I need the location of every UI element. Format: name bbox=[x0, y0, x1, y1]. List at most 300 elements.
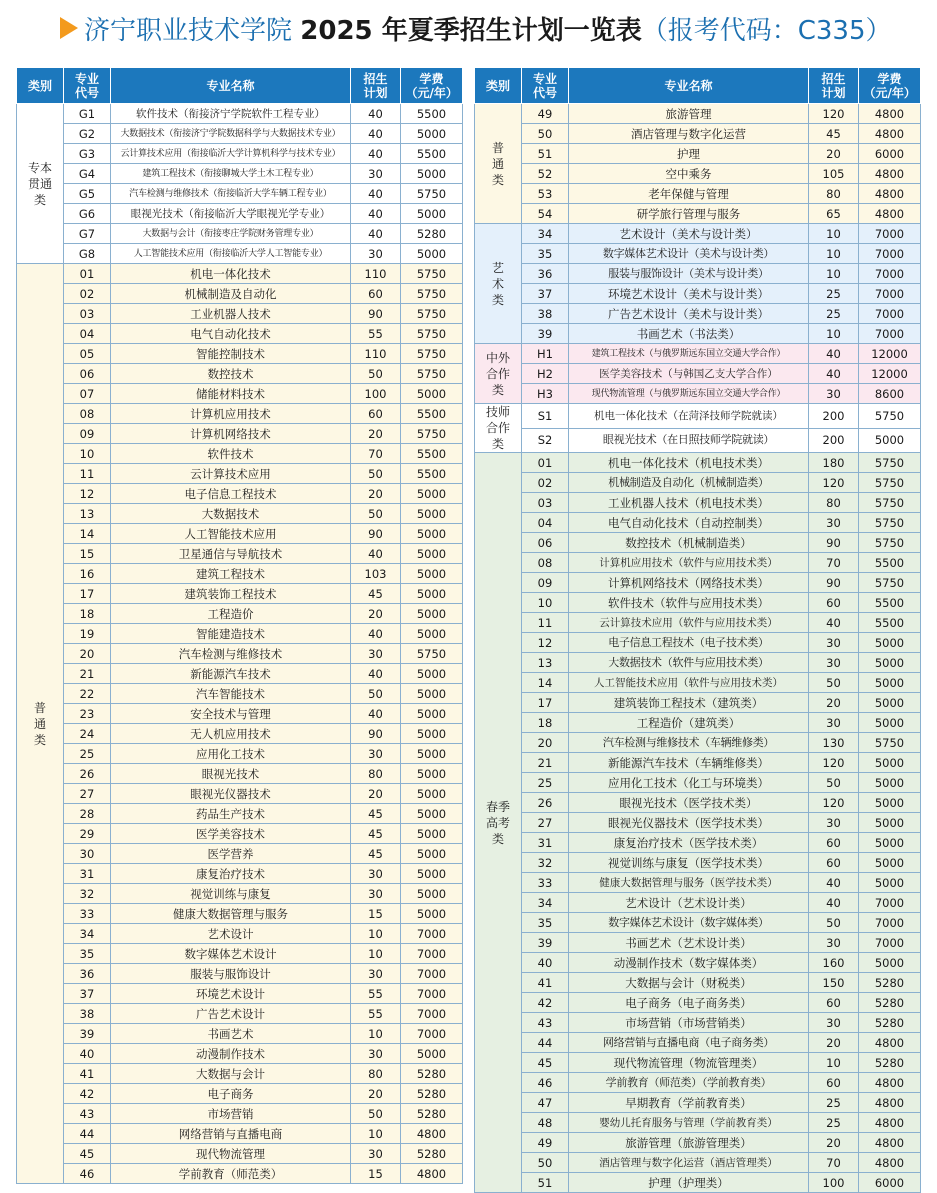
name-cell: 现代物流管理（物流管理类） bbox=[569, 1053, 809, 1073]
table-row bbox=[17, 744, 463, 764]
name-cell: 电子商务（电子商务类） bbox=[569, 993, 809, 1013]
col-fee: 学费（元/年） bbox=[859, 68, 921, 104]
quota-cell: 60 bbox=[809, 593, 859, 613]
fee-cell: 5280 bbox=[401, 1064, 463, 1084]
name-cell: 人工智能技术应用（软件与应用技术类） bbox=[569, 673, 809, 693]
code-cell: 35 bbox=[64, 944, 111, 964]
table-row bbox=[17, 584, 463, 604]
code-cell: 11 bbox=[522, 613, 569, 633]
code-cell: 46 bbox=[64, 1164, 111, 1184]
fee-cell: 5000 bbox=[401, 124, 463, 144]
fee-cell: 5000 bbox=[401, 784, 463, 804]
name-cell: 医学美容技术（与韩国乙支大学合作） bbox=[569, 364, 809, 384]
name-cell: 艺术设计 bbox=[111, 924, 351, 944]
fee-cell: 5280 bbox=[401, 1084, 463, 1104]
code-cell: 11 bbox=[64, 464, 111, 484]
name-cell: 网络营销与直播电商（电子商务类） bbox=[569, 1033, 809, 1053]
table-row bbox=[17, 824, 463, 844]
fee-cell: 5000 bbox=[401, 664, 463, 684]
code-cell: G8 bbox=[64, 244, 111, 264]
name-cell: 人工智能技术应用 bbox=[111, 524, 351, 544]
quota-cell: 80 bbox=[809, 493, 859, 513]
quota-cell: 180 bbox=[809, 453, 859, 473]
code-cell: 45 bbox=[64, 1144, 111, 1164]
quota-cell: 60 bbox=[809, 853, 859, 873]
name-cell: 卫星通信与导航技术 bbox=[111, 544, 351, 564]
code-cell: H3 bbox=[522, 384, 569, 404]
name-cell: 数字媒体艺术设计（数字媒体类） bbox=[569, 913, 809, 933]
table-row bbox=[17, 704, 463, 724]
table-row bbox=[475, 853, 921, 873]
name-cell: 建筑工程技术（衔接聊城大学土木工程专业） bbox=[111, 164, 351, 184]
name-cell: 眼视光仪器技术（医学技术类） bbox=[569, 813, 809, 833]
code-cell: 43 bbox=[522, 1013, 569, 1033]
code-cell: 10 bbox=[64, 444, 111, 464]
table-row bbox=[17, 864, 463, 884]
table-row bbox=[17, 384, 463, 404]
table-row bbox=[475, 893, 921, 913]
page-title bbox=[84, 10, 892, 47]
table-row bbox=[17, 224, 463, 244]
quota-cell: 40 bbox=[351, 184, 401, 204]
name-cell: 电气自动化技术 bbox=[111, 324, 351, 344]
quota-cell: 110 bbox=[351, 264, 401, 284]
fee-cell: 7000 bbox=[401, 924, 463, 944]
table-row bbox=[17, 104, 463, 124]
fee-cell: 5000 bbox=[401, 764, 463, 784]
quota-cell: 10 bbox=[809, 244, 859, 264]
fee-cell: 4800 bbox=[859, 124, 921, 144]
name-cell: 广告艺术设计（美术与设计类） bbox=[569, 304, 809, 324]
name-cell: 机电一体化技术（在菏泽技师学院就读） bbox=[569, 404, 809, 429]
table-row bbox=[475, 1153, 921, 1173]
code-cell: S2 bbox=[522, 428, 569, 453]
name-cell: 服装与服饰设计 bbox=[111, 964, 351, 984]
code-cell: 22 bbox=[64, 684, 111, 704]
fee-cell: 5000 bbox=[401, 684, 463, 704]
name-cell: 数控技术 bbox=[111, 364, 351, 384]
quota-cell: 40 bbox=[351, 124, 401, 144]
table-row bbox=[17, 724, 463, 744]
name-cell: 大数据与会计（财税类） bbox=[569, 973, 809, 993]
fee-cell: 7000 bbox=[859, 933, 921, 953]
name-cell: 电子商务 bbox=[111, 1084, 351, 1104]
quota-cell: 20 bbox=[351, 1084, 401, 1104]
fee-cell: 7000 bbox=[859, 324, 921, 344]
name-cell: 数字媒体艺术设计 bbox=[111, 944, 351, 964]
name-cell: 数字媒体艺术设计（美术与设计类） bbox=[569, 244, 809, 264]
table-row bbox=[475, 593, 921, 613]
name-cell: 大数据与会计 bbox=[111, 1064, 351, 1084]
fee-cell: 5500 bbox=[401, 404, 463, 424]
name-cell: 储能材料技术 bbox=[111, 384, 351, 404]
quota-cell: 45 bbox=[809, 124, 859, 144]
quota-cell: 10 bbox=[351, 924, 401, 944]
fee-cell: 4800 bbox=[859, 204, 921, 224]
code-cell: 27 bbox=[522, 813, 569, 833]
fee-cell: 5000 bbox=[401, 544, 463, 564]
quota-cell: 30 bbox=[809, 713, 859, 733]
fee-cell: 5750 bbox=[401, 344, 463, 364]
table-row bbox=[17, 504, 463, 524]
fee-cell: 7000 bbox=[401, 1024, 463, 1044]
right-plan-table bbox=[474, 67, 921, 1193]
code-cell: 42 bbox=[64, 1084, 111, 1104]
table-row bbox=[475, 453, 921, 473]
quota-cell: 30 bbox=[809, 633, 859, 653]
code-cell: 41 bbox=[64, 1064, 111, 1084]
quota-cell: 200 bbox=[809, 428, 859, 453]
quota-cell: 30 bbox=[351, 964, 401, 984]
name-cell: 大数据技术 bbox=[111, 504, 351, 524]
col-code: 专业代号 bbox=[522, 68, 569, 104]
code-cell: 36 bbox=[522, 264, 569, 284]
quota-cell: 150 bbox=[809, 973, 859, 993]
table-row bbox=[475, 813, 921, 833]
col-quota: 招生计划 bbox=[809, 68, 859, 104]
quota-cell: 30 bbox=[351, 1144, 401, 1164]
code-cell: 04 bbox=[64, 324, 111, 344]
code-cell: 26 bbox=[522, 793, 569, 813]
name-cell: 电子信息工程技术（电子技术类） bbox=[569, 633, 809, 653]
fee-cell: 5280 bbox=[859, 973, 921, 993]
quota-cell: 45 bbox=[351, 804, 401, 824]
code-cell: G5 bbox=[64, 184, 111, 204]
quota-cell: 40 bbox=[351, 664, 401, 684]
fee-cell: 6000 bbox=[859, 1173, 921, 1193]
col-name: 专业名称 bbox=[569, 68, 809, 104]
name-cell: 人工智能技术应用（衔接临沂大学人工智能专业） bbox=[111, 244, 351, 264]
fee-cell: 5000 bbox=[859, 753, 921, 773]
quota-cell: 55 bbox=[351, 324, 401, 344]
code-cell: 08 bbox=[522, 553, 569, 573]
name-cell: 机械制造及自动化 bbox=[111, 284, 351, 304]
fee-cell: 5000 bbox=[401, 164, 463, 184]
name-cell: 旅游管理（旅游管理类） bbox=[569, 1133, 809, 1153]
fee-cell: 5000 bbox=[401, 504, 463, 524]
name-cell: 药品生产技术 bbox=[111, 804, 351, 824]
name-cell: 工程造价（建筑类） bbox=[569, 713, 809, 733]
quota-cell: 80 bbox=[351, 764, 401, 784]
quota-cell: 50 bbox=[809, 773, 859, 793]
col-category: 类别 bbox=[17, 68, 64, 104]
fee-cell: 5000 bbox=[401, 384, 463, 404]
code-cell: 17 bbox=[64, 584, 111, 604]
fee-cell: 7000 bbox=[859, 244, 921, 264]
fee-cell: 5000 bbox=[401, 844, 463, 864]
name-cell: 医学美容技术 bbox=[111, 824, 351, 844]
table-row bbox=[17, 1004, 463, 1024]
quota-cell: 10 bbox=[809, 1053, 859, 1073]
table-row bbox=[475, 773, 921, 793]
table-row bbox=[475, 1033, 921, 1053]
name-cell: 云计算技术应用 bbox=[111, 464, 351, 484]
fee-cell: 5500 bbox=[401, 444, 463, 464]
table-row bbox=[475, 733, 921, 753]
name-cell: 无人机应用技术 bbox=[111, 724, 351, 744]
title-school: 济宁职业技术学院 bbox=[84, 15, 293, 46]
category-cell: 中外合作类 bbox=[475, 344, 522, 404]
name-cell: 建筑装饰工程技术（建筑类） bbox=[569, 693, 809, 713]
table-row bbox=[17, 804, 463, 824]
table-row bbox=[475, 993, 921, 1013]
code-cell: 21 bbox=[522, 753, 569, 773]
table-row bbox=[475, 104, 921, 124]
fee-cell: 5500 bbox=[401, 464, 463, 484]
quota-cell: 200 bbox=[809, 404, 859, 429]
fee-cell: 5750 bbox=[401, 364, 463, 384]
name-cell: 数控技术（机械制造类） bbox=[569, 533, 809, 553]
col-fee: 学费（元/年） bbox=[401, 68, 463, 104]
name-cell: 环境艺术设计（美术与设计类） bbox=[569, 284, 809, 304]
category-cell: 普通类 bbox=[475, 104, 522, 224]
fee-cell: 5280 bbox=[401, 1104, 463, 1124]
fee-cell: 5500 bbox=[401, 144, 463, 164]
fee-cell: 4800 bbox=[859, 1133, 921, 1153]
name-cell: 眼视光技术 bbox=[111, 764, 351, 784]
title-year-block bbox=[300, 16, 641, 46]
table-row bbox=[475, 324, 921, 344]
code-cell: 49 bbox=[522, 1133, 569, 1153]
table-row bbox=[475, 913, 921, 933]
name-cell: 护理（护理类） bbox=[569, 1173, 809, 1193]
fee-cell: 7000 bbox=[401, 984, 463, 1004]
quota-cell: 40 bbox=[351, 704, 401, 724]
table-row bbox=[475, 284, 921, 304]
quota-cell: 70 bbox=[809, 553, 859, 573]
table-row bbox=[17, 884, 463, 904]
name-cell: 视觉训练与康复 bbox=[111, 884, 351, 904]
code-cell: 34 bbox=[522, 893, 569, 913]
fee-cell: 4800 bbox=[859, 184, 921, 204]
code-cell: 13 bbox=[522, 653, 569, 673]
col-category: 类别 bbox=[475, 68, 522, 104]
category-cell: 艺术类 bbox=[475, 224, 522, 344]
code-cell: S1 bbox=[522, 404, 569, 429]
code-cell: 01 bbox=[522, 453, 569, 473]
fee-cell: 5000 bbox=[859, 833, 921, 853]
name-cell: 应用化工技术（化工与环境类） bbox=[569, 773, 809, 793]
table-row bbox=[475, 124, 921, 144]
category-cell: 春季高考类 bbox=[475, 453, 522, 1193]
fee-cell: 5000 bbox=[401, 824, 463, 844]
table-row bbox=[17, 984, 463, 1004]
quota-cell: 20 bbox=[809, 1133, 859, 1153]
fee-cell: 7000 bbox=[401, 944, 463, 964]
name-cell: 研学旅行管理与服务 bbox=[569, 204, 809, 224]
code-cell: 50 bbox=[522, 1153, 569, 1173]
fee-cell: 5000 bbox=[401, 524, 463, 544]
quota-cell: 30 bbox=[809, 513, 859, 533]
quota-cell: 20 bbox=[351, 484, 401, 504]
col-code: 专业代号 bbox=[64, 68, 111, 104]
quota-cell: 40 bbox=[809, 893, 859, 913]
quota-cell: 15 bbox=[351, 904, 401, 924]
fee-cell: 7000 bbox=[859, 913, 921, 933]
code-cell: 43 bbox=[64, 1104, 111, 1124]
fee-cell: 5000 bbox=[401, 584, 463, 604]
quota-cell: 70 bbox=[351, 444, 401, 464]
name-cell: 汽车检测与维修技术 bbox=[111, 644, 351, 664]
table-row bbox=[475, 264, 921, 284]
quota-cell: 50 bbox=[351, 364, 401, 384]
quota-cell: 80 bbox=[351, 1064, 401, 1084]
name-cell: 汽车检测与维修技术（车辆维修类） bbox=[569, 733, 809, 753]
quota-cell: 160 bbox=[809, 953, 859, 973]
name-cell: 书画艺术 bbox=[111, 1024, 351, 1044]
table-row bbox=[17, 624, 463, 644]
code-cell: G6 bbox=[64, 204, 111, 224]
table-row bbox=[475, 513, 921, 533]
table-row bbox=[475, 573, 921, 593]
fee-cell: 5000 bbox=[401, 864, 463, 884]
table-row bbox=[475, 204, 921, 224]
code-cell: 39 bbox=[522, 324, 569, 344]
table-row bbox=[475, 493, 921, 513]
fee-cell: 12000 bbox=[859, 364, 921, 384]
name-cell: 现代物流管理（与俄罗斯远东国立交通大学合作） bbox=[569, 384, 809, 404]
code-cell: 26 bbox=[64, 764, 111, 784]
fee-cell: 5000 bbox=[859, 773, 921, 793]
table-row bbox=[17, 204, 463, 224]
table-row bbox=[17, 364, 463, 384]
code-cell: 12 bbox=[522, 633, 569, 653]
fee-cell: 5000 bbox=[859, 873, 921, 893]
quota-cell: 40 bbox=[351, 144, 401, 164]
name-cell: 早期教育（学前教育类） bbox=[569, 1093, 809, 1113]
fee-cell: 5750 bbox=[859, 573, 921, 593]
table-row bbox=[17, 924, 463, 944]
name-cell: 建筑工程技术（与俄罗斯远东国立交通大学合作） bbox=[569, 344, 809, 364]
quota-cell: 70 bbox=[809, 1153, 859, 1173]
quota-cell: 20 bbox=[809, 693, 859, 713]
fee-cell: 5750 bbox=[401, 324, 463, 344]
table-row bbox=[475, 533, 921, 553]
quota-cell: 25 bbox=[809, 284, 859, 304]
fee-cell: 5000 bbox=[401, 1044, 463, 1064]
code-cell: 50 bbox=[522, 124, 569, 144]
title-year: 2025 bbox=[300, 15, 373, 46]
table-row bbox=[475, 553, 921, 573]
quota-cell: 120 bbox=[809, 473, 859, 493]
name-cell: 旅游管理 bbox=[569, 104, 809, 124]
table-row bbox=[475, 833, 921, 853]
name-cell: 软件技术（软件与应用技术类） bbox=[569, 593, 809, 613]
table-row bbox=[475, 753, 921, 773]
table-row bbox=[475, 384, 921, 404]
code-cell: 48 bbox=[522, 1113, 569, 1133]
code-cell: G2 bbox=[64, 124, 111, 144]
table-row bbox=[475, 713, 921, 733]
code-cell: 44 bbox=[522, 1033, 569, 1053]
fee-cell: 7000 bbox=[859, 224, 921, 244]
fee-cell: 5500 bbox=[859, 553, 921, 573]
table-row bbox=[17, 284, 463, 304]
code-cell: 42 bbox=[522, 993, 569, 1013]
name-cell: 建筑工程技术 bbox=[111, 564, 351, 584]
code-cell: 15 bbox=[64, 544, 111, 564]
name-cell: 市场营销（市场营销类） bbox=[569, 1013, 809, 1033]
table-row bbox=[17, 564, 463, 584]
table-row bbox=[17, 684, 463, 704]
code-cell: 54 bbox=[522, 204, 569, 224]
name-cell: 计算机应用技术（软件与应用技术类） bbox=[569, 553, 809, 573]
quota-cell: 40 bbox=[351, 624, 401, 644]
fee-cell: 5280 bbox=[859, 993, 921, 1013]
fee-cell: 5750 bbox=[401, 264, 463, 284]
code-cell: 21 bbox=[64, 664, 111, 684]
table-row bbox=[17, 444, 463, 464]
code-cell: G1 bbox=[64, 104, 111, 124]
code-cell: 36 bbox=[64, 964, 111, 984]
name-cell: 云计算技术应用（软件与应用技术类） bbox=[569, 613, 809, 633]
code-cell: 39 bbox=[64, 1024, 111, 1044]
code-cell: 32 bbox=[64, 884, 111, 904]
fee-cell: 4800 bbox=[859, 1093, 921, 1113]
fee-cell: 5750 bbox=[401, 304, 463, 324]
fee-cell: 5000 bbox=[401, 244, 463, 264]
quota-cell: 80 bbox=[809, 184, 859, 204]
name-cell: 健康大数据管理与服务（医学技术类） bbox=[569, 873, 809, 893]
quota-cell: 30 bbox=[351, 884, 401, 904]
fee-cell: 5000 bbox=[859, 633, 921, 653]
quota-cell: 40 bbox=[351, 104, 401, 124]
table-row bbox=[17, 524, 463, 544]
fee-cell: 7000 bbox=[401, 1004, 463, 1024]
name-cell: 广告艺术设计 bbox=[111, 1004, 351, 1024]
table-row bbox=[475, 1133, 921, 1153]
table-row bbox=[17, 344, 463, 364]
code-cell: 52 bbox=[522, 164, 569, 184]
quota-cell: 30 bbox=[809, 813, 859, 833]
quota-cell: 120 bbox=[809, 793, 859, 813]
fee-cell: 5000 bbox=[859, 673, 921, 693]
col-quota: 招生计划 bbox=[351, 68, 401, 104]
code-cell: 10 bbox=[522, 593, 569, 613]
table-row bbox=[475, 953, 921, 973]
table-row bbox=[17, 144, 463, 164]
table-row bbox=[17, 164, 463, 184]
name-cell: 学前教育（师范类）（学前教育类） bbox=[569, 1073, 809, 1093]
fee-cell: 5000 bbox=[859, 653, 921, 673]
name-cell: 网络营销与直播电商 bbox=[111, 1124, 351, 1144]
fee-cell: 5000 bbox=[401, 484, 463, 504]
fee-cell: 5000 bbox=[401, 744, 463, 764]
quota-cell: 40 bbox=[809, 873, 859, 893]
fee-cell: 5750 bbox=[401, 284, 463, 304]
code-cell: 38 bbox=[64, 1004, 111, 1024]
fee-cell: 5500 bbox=[859, 593, 921, 613]
quota-cell: 60 bbox=[809, 833, 859, 853]
code-cell: G4 bbox=[64, 164, 111, 184]
triangle-bullet-icon bbox=[60, 17, 78, 39]
name-cell: 环境艺术设计 bbox=[111, 984, 351, 1004]
quota-cell: 10 bbox=[351, 1124, 401, 1144]
table-row bbox=[17, 1024, 463, 1044]
fee-cell: 5000 bbox=[859, 953, 921, 973]
left-plan-table bbox=[16, 67, 463, 1184]
fee-cell: 5750 bbox=[859, 453, 921, 473]
code-cell: 51 bbox=[522, 144, 569, 164]
code-cell: 37 bbox=[64, 984, 111, 1004]
fee-cell: 4800 bbox=[401, 1164, 463, 1184]
name-cell: 大数据技术（衔接济宁学院数据科学与大数据技术专业） bbox=[111, 124, 351, 144]
code-cell: 29 bbox=[64, 824, 111, 844]
code-cell: 33 bbox=[522, 873, 569, 893]
table-row bbox=[17, 404, 463, 424]
name-cell: 计算机网络技术（网络技术类） bbox=[569, 573, 809, 593]
code-cell: 02 bbox=[64, 284, 111, 304]
